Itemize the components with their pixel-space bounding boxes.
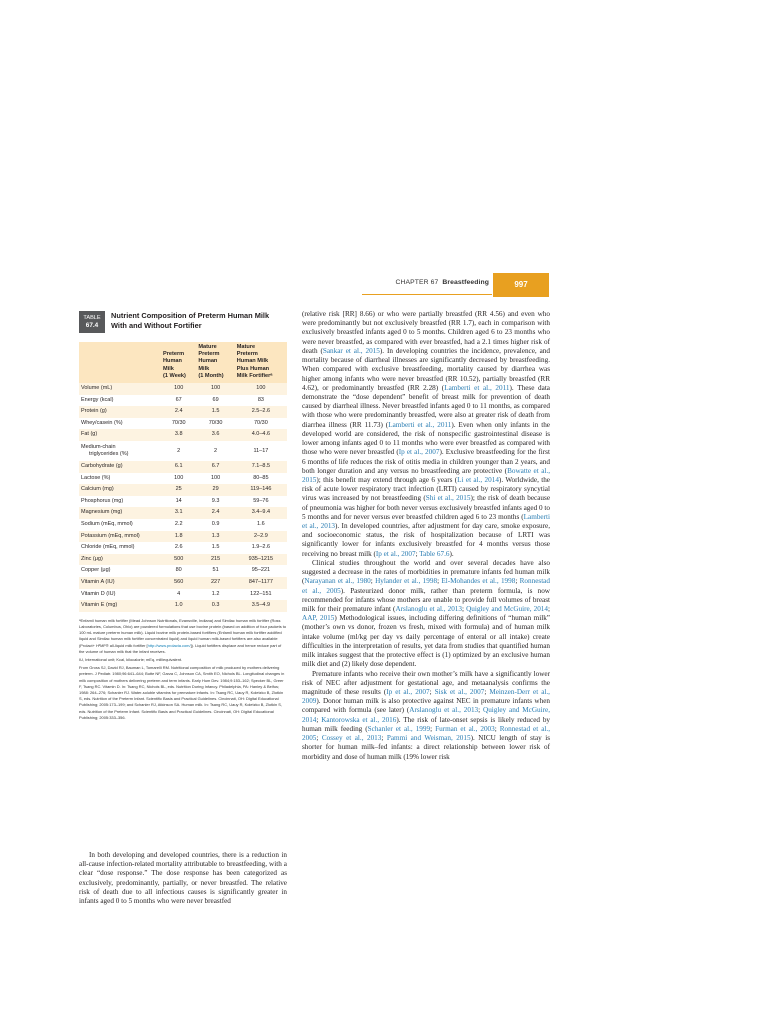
table-badge-number: 67.4 [85, 322, 99, 329]
row-value-c: 7.1–8.5 [235, 461, 287, 473]
table-row [79, 531, 287, 543]
row-label: Energy (kcal) [81, 396, 114, 403]
table-row [79, 395, 287, 407]
citation-link[interactable]: Pammi and Weisman, 2015 [386, 734, 471, 743]
row-value-a: 1.0 [161, 600, 196, 612]
chapter-title: Breastfeeding [442, 279, 489, 286]
table-row [79, 429, 287, 441]
row-value-c: 847–1177 [235, 577, 287, 589]
row-value-b: 69 [212, 396, 219, 403]
row-value-b: 1.2 [211, 590, 220, 597]
citation-link[interactable]: Sisk et al., 2007 [434, 687, 485, 696]
citation-link[interactable]: Lamberti et al., 2011 [444, 383, 510, 392]
header-rule [362, 294, 492, 295]
row-value-a: 4 [177, 590, 181, 597]
table-row [79, 461, 287, 473]
row-label: Phosphorus (mg) [81, 497, 124, 504]
row-label: Chloride (mEq, mmol) [81, 544, 135, 551]
citation-link[interactable]: Ip et al., 2007 [398, 448, 440, 457]
nutrient-table [79, 342, 287, 612]
row-value-c: 1.6 [257, 520, 265, 527]
row-value-c: 70/30 [254, 419, 268, 426]
row-label: Calcium (mg) [79, 484, 161, 496]
table-reference-link[interactable]: Table 67.6 [419, 549, 450, 558]
row-label: Vitamin A (IU) [79, 577, 161, 589]
citation-link[interactable]: Bowatte et al., 2015 [302, 466, 550, 484]
citation-link[interactable]: Ip et al., 2007 [375, 549, 416, 558]
row-value-c: 3.4–9.4 [235, 507, 287, 519]
table-caption-line2: With and Without Fortifier [111, 320, 202, 330]
row-value-c: 3.5–4.9 [235, 600, 287, 612]
citation-link[interactable]: Quigley and McGuire, 2014 [466, 605, 548, 613]
row-value-b: 6.7 [196, 461, 234, 473]
table-row [79, 577, 287, 589]
citation-link[interactable]: Li et al., 2014 [457, 475, 499, 484]
row-value-a: 500 [161, 554, 196, 566]
citation-link[interactable]: Schanler et al., 1999 [367, 724, 431, 733]
row-value-c: 2–2.9 [235, 531, 287, 543]
row-value-a: 2.4 [161, 406, 196, 418]
footnote-abbreviations: IU, International unit; Kcal, kilocalorie; mEq, milliequivalent. [79, 656, 183, 662]
row-value-b: 0.9 [211, 520, 220, 527]
row-value-a: 3.8 [161, 429, 196, 441]
citation-link[interactable]: Kantorowska et al., 2016 [321, 715, 397, 724]
table-row [79, 496, 287, 508]
row-label: Zinc (μg) [79, 554, 161, 566]
citation-link[interactable]: Sankar et al., 2015 [322, 346, 380, 355]
row-label: Lactose (%) [81, 474, 111, 481]
row-label: Magnesium (mg) [79, 507, 161, 519]
citation-link[interactable]: Meinzen-Derr et al., 2009 [302, 687, 550, 706]
table-row [79, 542, 287, 554]
citation-link[interactable]: El-Mohandes et al., 1998 [441, 577, 516, 586]
citation-link[interactable]: Quigley and McGuire, 2014 [302, 706, 550, 724]
left-column-text [79, 851, 287, 906]
row-label: Vitamin E (mg) [79, 600, 161, 612]
citation-link[interactable]: Arslanoglu et al., 2013 [409, 706, 479, 715]
citation-link[interactable]: Ronnestad et al., 2005 [302, 724, 550, 743]
row-value-a: 100 [161, 383, 196, 395]
table-row [79, 406, 287, 418]
citation-link[interactable]: Ronnestad et al., 2005 [302, 577, 550, 595]
table-row [79, 441, 287, 461]
citation-link[interactable]: Shi et al., 2015 [425, 494, 471, 503]
page-number: 997 [493, 273, 549, 297]
table-row [79, 507, 287, 519]
row-value-a: 560 [161, 577, 196, 589]
table-header-col1: Preterm Human Milk (1 Week) [161, 342, 196, 383]
table-header-row [79, 342, 287, 383]
table-header-col3: Mature Preterm Human Milk Plus Human Milk Fortifierᵃ [235, 342, 287, 383]
row-value-b: 227 [196, 577, 234, 589]
citation-link[interactable]: AAP, 2015 [302, 614, 335, 623]
citation-link[interactable]: Cossey et al., 2013 [321, 734, 382, 743]
paragraph-risk-mortality: (relative risk [RR] 8.66) or who were partially breastfed (RR 4.56) and even who were predominantly but not exclusively breastfed (RR 1.7), each in comparison with exclusively breastfed infants aged 0 to 5 months. Children aged 6 to 23 months who were never breastfed, as compared with ever breastfed, had a 2.1 times higher risk of death (Sankar et al., 2015). In developing countries the incidence, prevalence, and mortality because of diarrheal illnesses are significantly decreased by breastfeeding. When compared with exclusive breastfeeding, mortality caused by diarrhea was higher among infants who were never breastfed (RR 10.52), partially breastfed (RR 4.62), or predominantly breastfed (RR 2.28) (Lamberti et al., 2011). These data demonstrate the “dose dependent” benefit of breast milk for prevention of death caused by diarrheal illness. Never breastfed infants aged 0 to 11 months, as compared with those who were predominantly breastfed, were also at greater risk of death from diarrhea illness (RR 11.73) (Lamberti et al., 2011). Even when only infants in the developed world are considered, the risk of nonspecific gastrointestinal disease is lower among infants aged 0 to 11 months who were ever breastfed as compared with those who were never breastfed (Ip et al., 2007). Exclusive breastfeeding for the first 6 months of life reduces the risk of otitis media in children younger than 2 years, and both longer duration and any versus no breastfeeding are protective (Bowatte et al., 2015); this benefit may extend through age 6 years (Li et al., 2014). Worldwide, the risk of acute lower respiratory tract infection (LRTI) caused by respiratory syncytial virus was increased by not breastfeeding (Shi et al., 2015); the risk of death because of pneumonia was higher for both never versus exclusively breastfed infants aged 0 to 5 months and for never versus ever breastfed children aged 6 to 23 months (Lamberti et al., 2013). In developed countries, after adjustment for day care, smoke exposure, and socioeconomic status, the risk of hospitalization because of LRTI was significantly lower for infants exclusively breastfed for 4 months versus those receiving no breast milk (Ip et al., 2007; Table 67.6). [302, 310, 551, 558]
row-value-c: 1.9–2.6 [251, 544, 271, 551]
row-value-c: 95–221 [251, 567, 271, 574]
row-label: Protein (g) [79, 406, 161, 418]
table-header-col2: Mature Preterm Human Milk (1 Month) [196, 342, 234, 383]
row-label: Medium-chain triglycerides (%) [81, 444, 129, 457]
row-value-c: 100 [235, 383, 287, 395]
row-value-c: 11–17 [253, 447, 269, 454]
chapter-label: CHAPTER 67 Breastfeeding [395, 279, 489, 286]
citation-link[interactable]: Furman et al., 2003 [435, 724, 495, 733]
table-row [79, 383, 287, 395]
table-row [79, 600, 287, 612]
row-value-b: 29 [196, 484, 234, 496]
row-value-c: 2.5–2.6 [235, 406, 287, 418]
row-value-b: 70/30 [208, 419, 223, 426]
right-column-text [302, 310, 550, 762]
row-label: Potassium (mEq, mmol) [79, 531, 161, 543]
prolacta-link[interactable]: http://www.prolacta.com/ [147, 642, 191, 648]
paragraph-premature-morbidity: Clinical studies throughout the world and over several decades have also suggested a decrease in the rates of morbidities in premature infants fed human milk (Narayanan et al., 1980; Hylander et al., 1998; El-Mohandes et al., 1998; Ronnestad et al., 2005). Pasteurized donor milk, rather than preterm formula, is now recommended for infants whose mothers are unable to provide full volumes of breast milk for their premature infant (Arslanoglu et al., 2013; Quigley and McGuire, 2014; AAP, 2015) Methodological issues, including differing definitions of “human milk” (mother’s own vs donor, frozen vs fresh, mixed with formula) and of human milk intake volume (ml/kg per day vs daily percentage of enteral or all intake) create difficulties in the interpretation of results, yet data from studies that quantified human milk intakes suggest that the protective effect is (1) optimized by an exclusive human milk diet and (2) likely dose dependent. [302, 558, 550, 669]
table-row [79, 473, 287, 485]
row-value-a: 67 [175, 396, 182, 403]
citation-link[interactable]: Lamberti et al., 2011 [388, 420, 452, 429]
table-row [79, 554, 287, 566]
citation-link[interactable]: Lamberti et al., 2013 [302, 512, 550, 531]
row-label: Volume (mL) [79, 383, 161, 395]
row-value-b: 1.3 [196, 531, 234, 543]
row-value-a: 6.1 [161, 461, 196, 473]
row-label: Sodium (mEq, mmol) [81, 520, 133, 527]
table-row [79, 484, 287, 496]
row-value-b: 3.6 [196, 429, 234, 441]
row-value-c: 119–146 [235, 484, 287, 496]
row-value-c: 122–151 [250, 590, 272, 597]
row-value-b: 2 [214, 447, 218, 454]
running-header [362, 273, 549, 297]
table-row [79, 519, 287, 531]
row-label: Carbohydrate (g) [79, 461, 161, 473]
table-footnotes [79, 618, 287, 721]
row-value-a: 25 [161, 484, 196, 496]
table-header-blank [79, 342, 161, 383]
citation-link[interactable]: Narayanan et al., 1980 [304, 577, 371, 586]
row-value-b: 51 [212, 567, 219, 574]
nutrient-table-block [79, 311, 287, 723]
row-value-a: 70/30 [171, 419, 186, 426]
row-value-b: 9.3 [211, 497, 220, 504]
row-label: Whey/casein (%) [81, 419, 123, 426]
row-value-b: 1.5 [211, 544, 220, 551]
row-value-b: 1.5 [196, 406, 234, 418]
table-row [79, 418, 287, 430]
row-label: Copper (μg) [81, 567, 111, 574]
row-value-c: 83 [257, 396, 264, 403]
row-value-b: 100 [210, 474, 221, 481]
citation-link[interactable]: Arslanoglu et al., 2013 [395, 605, 462, 613]
row-value-c: 4.0–4.6 [235, 429, 287, 441]
table-body [79, 383, 287, 612]
row-value-b: 215 [196, 554, 234, 566]
row-label: Vitamin D (IU) [81, 590, 116, 597]
row-value-c: 59–76 [253, 497, 269, 504]
row-value-b: 0.3 [196, 600, 234, 612]
table-badge [79, 311, 105, 333]
footnote-source: From Gross SJ, David RJ, Bauman L, Tomarelli RM. Nutritional composition of milk produced by mothers delivering preterm. J Pediatr. 1980;96:641–644; Butte NF, Garza C, Johnson CA, Smith EO, Nichols BL. Longitudinal changes in milk composition of mothers delivering preterm and term infants. Early Hum Dev. 1984;9:153–162; Specker BL, Greer F, Tsang RC. Vitamin D. In: Tsang RC, Nichols BL, eds. Nutrition During Infancy. Philadelphia, PA: Hanley & Belfus; 1988: 264–276; Schanler RJ. Water-soluble vitamins for premature infants. In: Tsang RC, Uauy R, Koletzko B, Zlotkin S, eds. Nutrition of the Preterm Infant. Scientific Basis and Practical Guidelines. Cincinnati, OH: Digital Educational Publishing; 2005:173–199; and Schanler RJ, Atkinson SA. Human milk. In: Tsang RC, Uauy R, Koletzko B, Zlotkin S, eds. Nutrition of the Preterm Infant. Scientific Basis and Practical Guidelines. Cincinnati, OH: Digital Educational Publishing; 2005:333–356. [79, 665, 285, 720]
row-value-a: 3.1 [161, 507, 196, 519]
row-value-c: 80–85 [253, 474, 269, 481]
row-value-a: 80 [175, 567, 182, 574]
row-value-b: 2.4 [196, 507, 234, 519]
row-value-a: 2.6 [174, 544, 183, 551]
row-value-a: 1.8 [161, 531, 196, 543]
citation-link[interactable]: Hylander et al., 1998 [375, 577, 438, 586]
table-badge-label: TABLE [83, 315, 101, 321]
row-value-a: 2 [177, 447, 181, 454]
row-value-b: 100 [196, 383, 234, 395]
row-value-a: 100 [174, 474, 184, 481]
table-row [79, 565, 287, 577]
table-caption [111, 311, 287, 330]
paragraph-nec-sepsis: Premature infants who receive their own mother’s milk have a significantly lower risk of NEC after adjustment for gestational age, and metaanalysis confirms the magnitude of these results (Ip et al., 2007; Sisk et al., 2007; Meinzen-Derr et al., 2009). Donor human milk is also protective against NEC in premature infants when compared with formula (see later) (Arslanoglu et al., 2013; Quigley and McGuire, 2014; Kantorowska et al., 2016). The risk of late-onset sepsis is likely reduced by human milk feeding (Schanler et al., 1999; Furman et al., 2003; Ronnestad et al., 2005; Cossey et al., 2013; Pammi and Weisman, 2015). NICU length of stay is shorter for human milk–fed infants: a direct relationship between lower risk of morbidity and dose of human milk (19% lower risk [302, 669, 551, 761]
paragraph-infection-mortality: In both developing and developed countries, there is a reduction in all-cause infection-related mortality attributable to breastfeeding, with a clear “dose response.” The dose response has been categorized as exclusively, predominantly, partially, or never breastfed. The relative risk of death due to all infectious causes is significantly greater in infants aged 0 to 5 months who were never breastfed [79, 851, 287, 906]
row-value-c: 935–1215 [235, 554, 287, 566]
row-value-a: 2.2 [174, 520, 183, 527]
table-caption-line1: Nutrient Composition of Preterm Human Milk [111, 311, 270, 320]
table-title-bar [79, 311, 287, 335]
row-value-a: 14 [175, 497, 182, 504]
table-row [79, 589, 287, 601]
row-label: Fat (g) [79, 429, 161, 441]
citation-link[interactable]: Ip et al., 2007 [386, 687, 430, 696]
footnote-fortifier: ᵃEnfamil human milk fortifier (Mead Johnson Nutritionals, Evansville, Indiana) and Similac human milk fortifier (Ross Laboratories, Columbus, Ohio) are powdered formulations that use bovine protein (based on addition of four packets to 100 mL mature preterm human milk). Liquid bovine milk protein-based fortifiers (Enfamil human milk fortifier acidified liquid and Similac human milk fortifier concentrated liquid) and liquid human milk-based fortifiers are also available (Prolact+ H²MF® all-liquid milk fortifier [http://www.prolacta.com/]). Liquid fortifiers displace and hence reduce part of the volume of human milk that the infant receives. [79, 617, 287, 654]
